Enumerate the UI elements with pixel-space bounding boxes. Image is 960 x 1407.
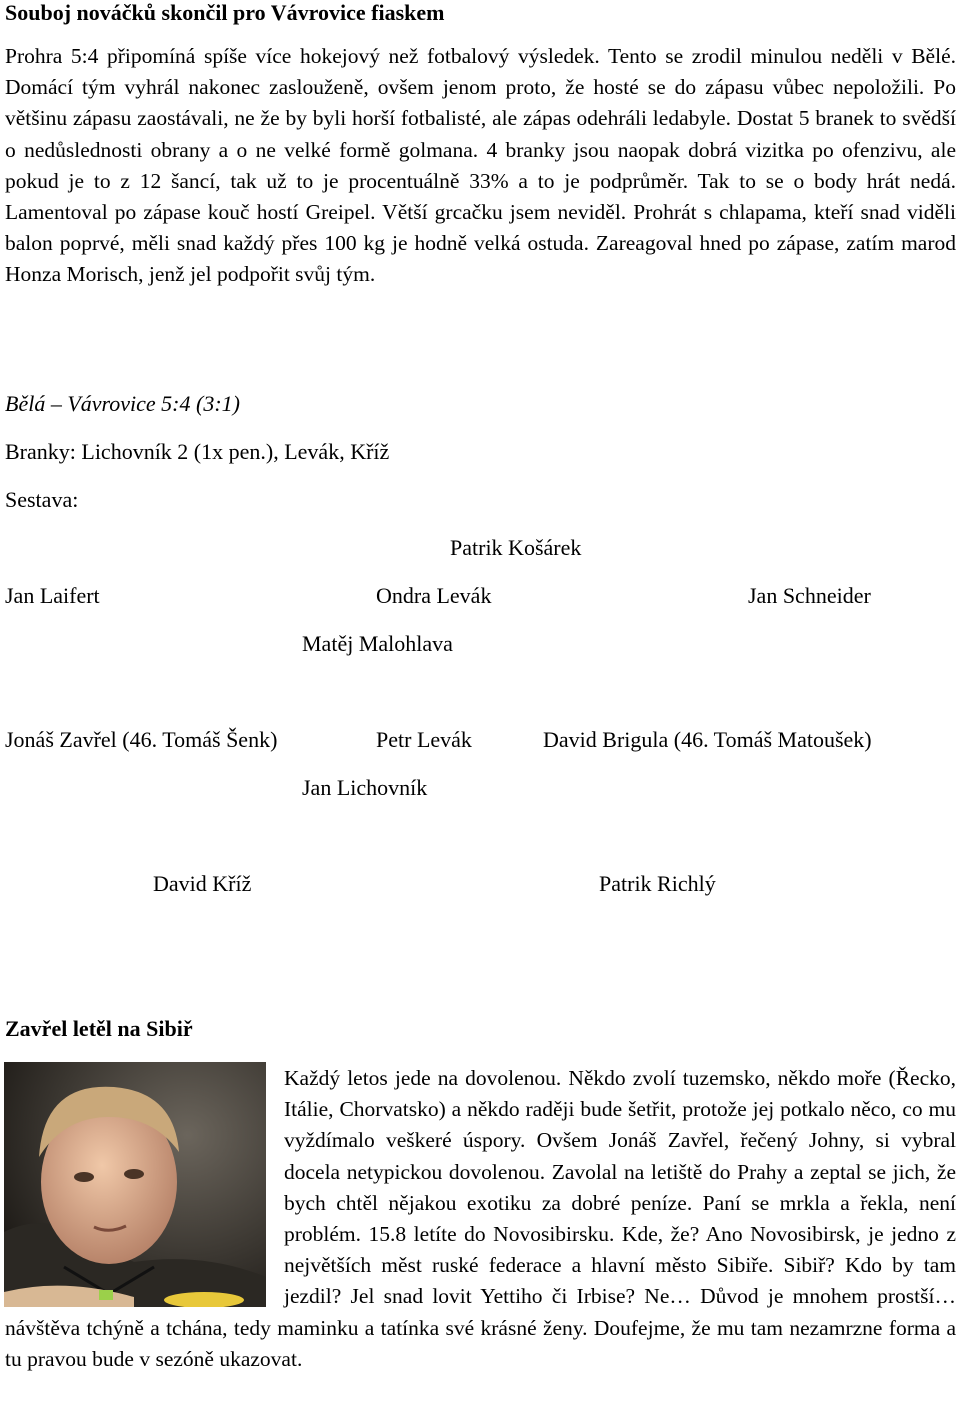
lineup-midfielder-right: David Brigula (46. Tomáš Matoušek) xyxy=(543,727,872,752)
match-score: Bělá – Vávrovice 5:4 (3:1) xyxy=(5,391,240,416)
lineup-defender-right: Jan Schneider xyxy=(748,583,871,608)
article-title: Souboj nováčků skončil pro Vávrovice fiaskem xyxy=(5,0,445,25)
lineup-midfielder-center: Petr Levák xyxy=(376,727,472,752)
article-body-2: Každý letos jede na dovolenou. Někdo zvolí tuzemsko, někdo moře (Řecko, Itálie, Chorvatsko) a někdo raději bude šetřit, protože jej potkalo něco, co mu vyždímalo veškeré úspory. Ovšem Jonáš Zavřel, řečený Johny, si vybral docela netypickou dovolenou. Zavolal na letiště do Prahy a zeptal se jich, že bych chtěl nějakou exotiku za dobré peníze. Paní se mrkla a řekla, není problém. 15.8 letíte do Novosibirsku. Kde, že? Ano Novosibirsk, je jedno z největších měst ruské federace a hlavní město Sibiře. Sibiř? Kdo by tam jezdil? Jel snad lovit Yettiho či Irbise? Ne… Důvod je mnohem prostší…návštěva tchýně a tchána, tedy maminku a tatínka své krásné ženy. Doufejme, že mu tam nezamrzne forma a tu pravou bude v sezóně ukazovat. xyxy=(5,1066,956,1371)
lineup-midfielder-back: Jan Lichovník xyxy=(302,775,428,800)
lineup-forward-left: David Kříž xyxy=(153,871,252,896)
lineup-label: Sestava: xyxy=(5,487,79,512)
match-goals: Branky: Lichovník 2 (1x pen.), Levák, Kříž xyxy=(5,439,390,464)
article-body: Prohra 5:4 připomíná spíše více hokejový než fotbalový výsledek. Tento se zrodil minulou neděli v Bělé. Domácí tým vyhrál nakonec zaslouženě, ovšem jenom proto, že hosté se do zápasu vůbec nepoložili. Po většinu zápasu zaostávali, ne že by byli horší fotbalisté, ale zápas odehráli ledabyle. Dostat 5 branek to svědší o nedůslednosti obrany a o ne velké formě golmana. 4 branky jsou naopak dobrá vizitka po ofenzivu, ale pokud je to z 12 šancí, tak už to je procentuálně 33% a to je podprůměr. Tak to se o body hrát nedá. Lamentoval po zápase kouč hostí Greipel. Větší grcačku jsem neviděl. Prohrát s chlapama, kteří snad viděli balon poprvé, měli snad každý přes 100 kg je hodně velká ostuda. Zareagoval hned po zápase, zatím marod Honza Morisch, jenž jel podpořit svůj tým. xyxy=(5,44,956,287)
lineup-defender-center: Ondra Levák xyxy=(376,583,492,608)
lineup-defender-left: Jan Laifert xyxy=(5,583,100,608)
article-title-2: Zavřel letěl na Sibiř xyxy=(5,1016,193,1041)
lineup-forward-right: Patrik Richlý xyxy=(599,871,716,896)
lineup-midfielder-left: Jonáš Zavřel (46. Tomáš Šenk) xyxy=(5,727,278,752)
lineup-defender-back: Matěj Malohlava xyxy=(302,631,453,656)
lineup-goalkeeper: Patrik Košárek xyxy=(450,535,582,560)
